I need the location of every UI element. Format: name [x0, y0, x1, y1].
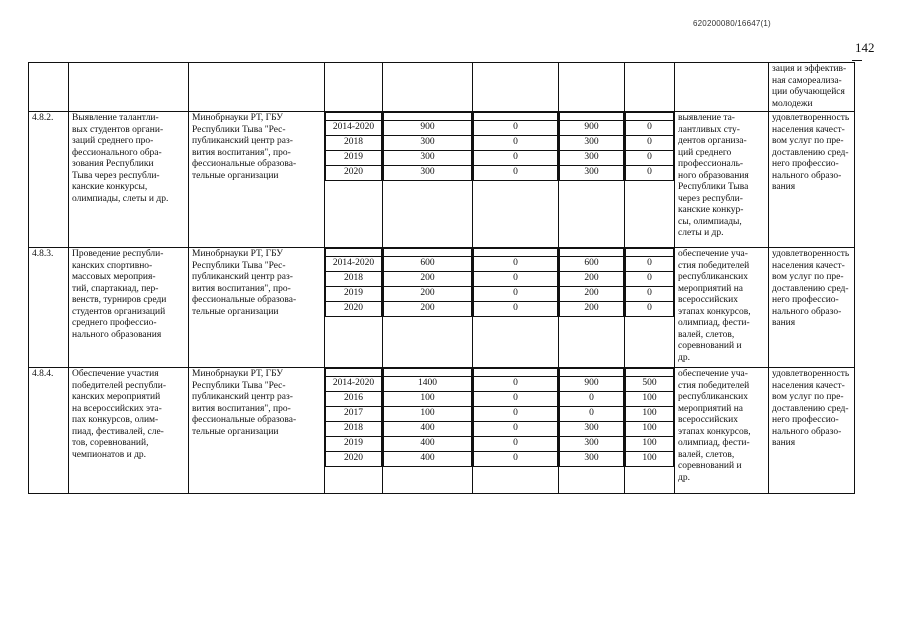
- year-cell: 2020: [326, 166, 382, 181]
- federal-column: [473, 248, 559, 368]
- years-subtable: [325, 112, 382, 181]
- federal-cell: 0: [474, 302, 558, 317]
- republic-cell: 0: [560, 407, 624, 422]
- federal-column: [473, 368, 559, 494]
- total-cell: 300: [384, 136, 472, 151]
- other-column: [625, 112, 675, 248]
- federal-cell: 0: [474, 272, 558, 287]
- row-indicator: удовлетворенность населения качест- вом услуг по пре- доставлению сред- него профессио- нального образо- вания: [769, 112, 855, 248]
- republic-cell: 900: [560, 377, 624, 392]
- row-code: 4.8.4.: [29, 368, 69, 494]
- total-column: [383, 248, 473, 368]
- republic-cell: 300: [560, 452, 624, 467]
- total-cell: 100: [384, 392, 472, 407]
- total-cell: 400: [384, 452, 472, 467]
- total-cell: 200: [384, 302, 472, 317]
- federal-cell: 0: [474, 151, 558, 166]
- federal-subtable: [473, 112, 558, 181]
- continuation-cell: [69, 63, 189, 112]
- federal-cell: 0: [474, 422, 558, 437]
- years-column: [325, 248, 383, 368]
- row-result: выявление та- лантливых сту- дентов организа- ций среднего профессиональ- ного образования Республики Тыва через республи- канские конкур- сы, олимпиады, слеты и др.: [675, 112, 769, 248]
- document-id: 620200080/16647(1): [693, 19, 771, 28]
- republic-cell: 0: [560, 392, 624, 407]
- year-cell: 2016: [326, 392, 382, 407]
- total-cell: 100: [384, 407, 472, 422]
- other-column: [625, 248, 675, 368]
- continuation-cell: [383, 63, 473, 112]
- row-result: обеспечение уча- стия победителей республиканских мероприятий на всероссийских этапах конкурсов, олимпиад, фести- валей, слетов, соревнований и др.: [675, 368, 769, 494]
- other-cell: 0: [626, 166, 674, 181]
- row-result: обеспечение уча- стия победителей республиканских мероприятий на всероссийских этапах конкурсов, олимпиад, фести- валей, слетов, соревнований и др.: [675, 248, 769, 368]
- federal-cell: 0: [474, 121, 558, 136]
- year-cell: 2018: [326, 422, 382, 437]
- year-cell: 2019: [326, 151, 382, 166]
- continuation-cell: [189, 63, 325, 112]
- continuation-cell: [29, 63, 69, 112]
- republic-cell: 200: [560, 302, 624, 317]
- row-name: Выявление талантли- вых студентов органи- заций среднего про- фессионального обра- зования Республики Тыва через республи- канские конкурсы, олимпиады, слеты и др.: [69, 112, 189, 248]
- year-cell: 2018: [326, 272, 382, 287]
- total-cell: 200: [384, 272, 472, 287]
- row-executor: Минобрнауки РТ, ГБУ Республики Тыва "Рес- публиканский центр раз- вития воспитания", про- фессиональные образова- тельные организации: [189, 368, 325, 494]
- federal-cell: 0: [474, 257, 558, 272]
- year-cell: 2014-2020: [326, 121, 382, 136]
- continuation-cell: [625, 63, 675, 112]
- other-cell: 500: [626, 377, 674, 392]
- federal-cell: 0: [474, 287, 558, 302]
- total-cell: 300: [384, 166, 472, 181]
- republic-column: [559, 112, 625, 248]
- federal-cell: 0: [474, 392, 558, 407]
- other-cell: 0: [626, 302, 674, 317]
- total-subtable: [383, 112, 472, 181]
- page-number: 142: [855, 40, 875, 55]
- total-subtable: [383, 248, 472, 317]
- row-indicator: удовлетворенность населения качест- вом услуг по пре- доставлению сред- него профессио- нального образо- вания: [769, 248, 855, 368]
- continuation-cell: [559, 63, 625, 112]
- federal-cell: 0: [474, 377, 558, 392]
- republic-column: [559, 248, 625, 368]
- year-cell: 2019: [326, 287, 382, 302]
- row-name: Проведение республи- канских спортивно- массовых мероприя- тий, спартакиад, пер- венств, турниров среди студентов организаций среднего профессио- нального образования: [69, 248, 189, 368]
- other-cell: 0: [626, 257, 674, 272]
- total-subtable: [383, 368, 472, 467]
- other-subtable: [625, 112, 674, 181]
- year-cell: 2014-2020: [326, 257, 382, 272]
- row-executor: Минобрнауки РТ, ГБУ Республики Тыва "Рес- публиканский центр раз- вития воспитания", про- фессиональные образова- тельные организации: [189, 248, 325, 368]
- continuation-row: [29, 63, 855, 112]
- program-row: [29, 248, 855, 368]
- total-cell: 1400: [384, 377, 472, 392]
- republic-cell: 200: [560, 272, 624, 287]
- year-cell: 2019: [326, 437, 382, 452]
- other-cell: 100: [626, 407, 674, 422]
- total-column: [383, 112, 473, 248]
- federal-column: [473, 112, 559, 248]
- row-code: 4.8.3.: [29, 248, 69, 368]
- other-column: [625, 368, 675, 494]
- republic-cell: 300: [560, 136, 624, 151]
- republic-cell: 600: [560, 257, 624, 272]
- total-cell: 200: [384, 287, 472, 302]
- years-column: [325, 112, 383, 248]
- total-column: [383, 368, 473, 494]
- continuation-cell: [675, 63, 769, 112]
- republic-cell: 300: [560, 422, 624, 437]
- republic-subtable: [559, 368, 624, 467]
- program-table-body: [29, 63, 855, 494]
- republic-subtable: [559, 248, 624, 317]
- other-subtable: [625, 368, 674, 467]
- program-table: [28, 62, 855, 494]
- federal-cell: 0: [474, 166, 558, 181]
- federal-cell: 0: [474, 407, 558, 422]
- federal-subtable: [473, 248, 558, 317]
- continuation-result: зация и эффектив- ная самореализа- ции обучающейся молодежи: [769, 63, 855, 112]
- program-row: [29, 368, 855, 494]
- row-code: 4.8.2.: [29, 112, 69, 248]
- row-indicator: удовлетворенность населения качест- вом услуг по пре- доставлению сред- него профессио- нального образо- вания: [769, 368, 855, 494]
- other-cell: 100: [626, 437, 674, 452]
- other-cell: 0: [626, 121, 674, 136]
- republic-subtable: [559, 112, 624, 181]
- total-cell: 400: [384, 422, 472, 437]
- year-cell: 2020: [326, 452, 382, 467]
- federal-cell: 0: [474, 452, 558, 467]
- year-cell: 2018: [326, 136, 382, 151]
- years-subtable: [325, 248, 382, 317]
- other-cell: 100: [626, 422, 674, 437]
- federal-cell: 0: [474, 136, 558, 151]
- republic-cell: 900: [560, 121, 624, 136]
- program-row: [29, 112, 855, 248]
- republic-cell: 200: [560, 287, 624, 302]
- republic-column: [559, 368, 625, 494]
- page-number-underline: [852, 60, 862, 61]
- other-cell: 0: [626, 287, 674, 302]
- row-executor: Минобрнауки РТ, ГБУ Республики Тыва "Рес- публиканский центр раз- вития воспитания", про- фессиональные образова- тельные организации: [189, 112, 325, 248]
- years-subtable: [325, 368, 382, 467]
- other-cell: 100: [626, 452, 674, 467]
- federal-cell: 0: [474, 437, 558, 452]
- other-subtable: [625, 248, 674, 317]
- other-cell: 0: [626, 272, 674, 287]
- total-cell: 600: [384, 257, 472, 272]
- other-cell: 0: [626, 136, 674, 151]
- total-cell: 300: [384, 151, 472, 166]
- total-cell: 400: [384, 437, 472, 452]
- row-name: Обеспечение участия победителей республи- канских мероприятий на всероссийских эта- пах конкурсов, олим- пиад, фестивалей, сле- тов, соревнований, чемпионатов и др.: [69, 368, 189, 494]
- other-cell: 0: [626, 151, 674, 166]
- continuation-cell: [325, 63, 383, 112]
- other-cell: 100: [626, 392, 674, 407]
- republic-cell: 300: [560, 166, 624, 181]
- federal-subtable: [473, 368, 558, 467]
- republic-cell: 300: [560, 151, 624, 166]
- republic-cell: 300: [560, 437, 624, 452]
- total-cell: 900: [384, 121, 472, 136]
- continuation-cell: [473, 63, 559, 112]
- years-column: [325, 368, 383, 494]
- year-cell: 2014-2020: [326, 377, 382, 392]
- year-cell: 2017: [326, 407, 382, 422]
- year-cell: 2020: [326, 302, 382, 317]
